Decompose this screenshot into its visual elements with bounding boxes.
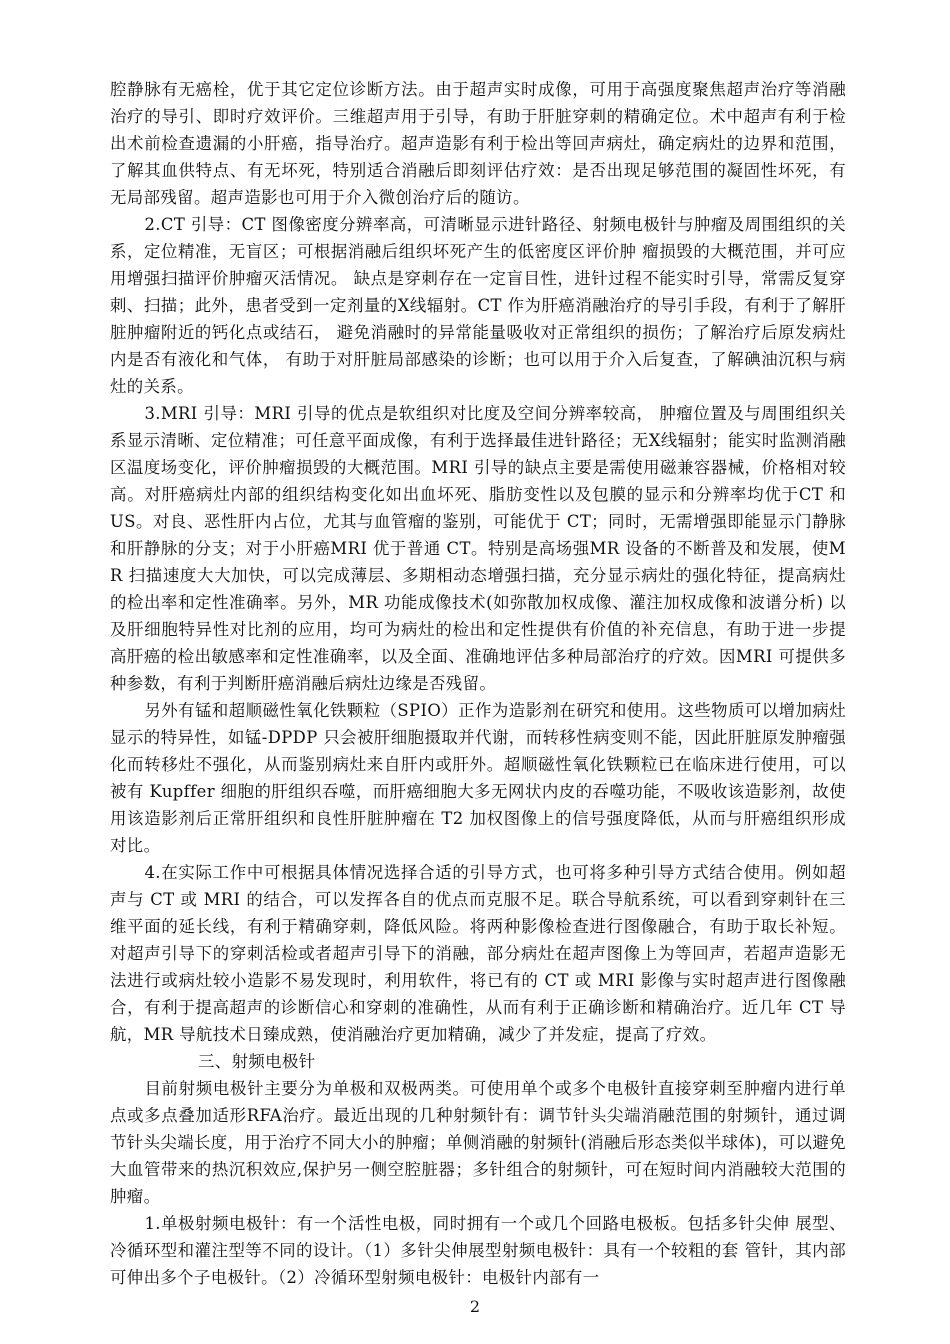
paragraph-ultrasound-continued: 腔静脉有无癌栓，优于其它定位诊断方法。由于超声实时成像，可用于高强度聚焦超声治疗等消融治疗的导引、即时疗效评价。三维超声用于引导，有助于肝脏穿刺的精确定位。术中超声有利于检出术前检查遗漏的小肝癌，指导治疗。超声造影有利于检出等回声病灶，确定病灶的边界和范围，了解其血供特点、有无坏死，特别适合消融后即刻评估疗效：是否出现足够范围的凝固性坏死，有无局部残留。超声造影也可用于介入微创治疗后的随访。 bbox=[110, 80, 846, 207]
paragraph-ct-guidance: 2.CT 引导：CT 图像密度分辨率高，可清晰显示进针路径、射频电极针与肿瘤及周围组织的关系，定位精准，无盲区；可根据消融后组织坏死产生的低密度区评价肿 瘤损毁的大概范围，并可应用增强扫描评价肿瘤灭活情况。 缺点是穿刺存在一定盲目性，进针过程不能实时引导，常需反复穿刺、扫描；此外，患者受到一定剂量的X线辐射。CT 作为肝癌消融治疗的导引手段，有利于了解肝脏肿瘤附近的钙化点或结石， 避免消融时的异常能量吸收对正常组织的损伤；了解治疗后原发病灶内是否有液化和气体， 有助于对肝脏局部感染的诊断；也可以用于介入后复查，了解碘油沉积与病灶的关系。 bbox=[110, 215, 846, 396]
document-body bbox=[110, 76, 846, 1291]
paragraph-contrast-agents: 另外有锰和超顺磁性氧化铁颗粒（SPIO）正作为造影剂在研究和使用。这些物质可以增加病灶显示的特异性，如锰-DPDP 只会被肝细胞摄取并代谢，而转移性病变则不能，因此肝脏原发肿瘤强化而转移灶不强化，从而鉴别病灶来自肝内或肝外。超顺磁性氧化铁颗粒已在临床进行使用，可以被有 Kupffer 细胞的肝组织吞噬，而肝癌细胞大多无网状内皮的吞噬功能，不吸收该造影剂，故使用该造影剂后正常肝组织和良性肝脏肿瘤在 T2 加权图像上的信号强度降低，从而与肝癌组织形成对比。 bbox=[110, 701, 846, 855]
paragraph-monopolar-electrode: 1.单极射频电极针：有一个活性电极，同时拥有一个或几个回路电极板。包括多针尖伸 展型、冷循环型和灌注型等不同的设计。（1）多针尖伸展型射频电极针：具有一个较粗的套 管针，其内部可伸出多个子电极针。（2）冷循环型射频电极针：电极针内部有一 bbox=[110, 1214, 846, 1287]
paragraph-rf-electrode-types: 目前射频电极针主要分为单极和双极两类。可使用单个或多个电极针直接穿刺至肿瘤内进行单点或多点叠加适形RFA治疗。最近出现的几种射频针有：调节针头尖端消融范围的射频针，通过调节针头尖端长度，用于治疗不同大小的肿瘤；单侧消融的射频针(消融后形态类似半球体)，可以避免大血管带来的热沉积效应,保护另一侧空腔脏器；多针组合的射频针，可在短时间内消融较大范围的肿瘤。 bbox=[110, 1079, 846, 1206]
paragraph-combined-guidance: 4.在实际工作中可根据具体情况选择合适的引导方式，也可将多种引导方式结合使用。例如超声与 CT 或 MRI 的结合，可以发挥各自的优点而克服不足。联合导航系统，可以看到穿刺针在三维平面的延长线，有利于精确穿刺，降低风险。将两种影像检查进行图像融合，有助于取长补短。对超声引导下的穿刺活检或者超声引导下的消融，部分病灶在超声图像上为等回声，若超声造影无法进行或病灶较小造影不易发现时，利用软件，将已有的 CT 或 MRI 影像与实时超声进行图像融合，有利于提高超声的诊断信心和穿刺的准确性，从而有利于正确诊断和精确治疗。近几年 CT 导航，MR 导航技术日臻成熟，使消融治疗更加精确，减少了并发症，提高了疗效。 bbox=[110, 863, 846, 1044]
paragraph-mri-guidance: 3.MRI 引导：MRI 引导的优点是软组织对比度及空间分辨率较高， 肿瘤位置及与周围组织关系显示清晰、定位精准；可任意平面成像，有利于选择最佳进针路径；无X线辐射；能实时监测消融区温度场变化，评价肿瘤损毁的大概范围。MRI 引导的缺点主要是需使用磁兼容器械，价格相对较高。对肝癌病灶内部的组织结构变化如出血坏死、脂肪变性以及包膜的显示和分辨率均优于CT 和 US。对良、恶性肝内占位，尤其与血管瘤的鉴别，可能优于 CT；同时，无需增强即能显示门静脉和肝静脉的分支；对于小肝癌MRI 优于普通 CT。特别是高场强MR 设备的不断普及和发展，使MR 扫描速度大大加快，可以完成薄层、多期相动态增强扫描，充分显示病灶的强化特征，提高病灶的检出率和定性准确率。另外，MR 功能成像技术(如弥散加权成像、灌注加权成像和波谱分析) 以及肝细胞特异性对比剂的应用，均可为病灶的检出和定性提供有价值的补充信息，有助于进一步提高肝癌的检出敏感率和定性准确率，以及全面、准确地评估多种局部治疗的疗效。因MRI 可提供多种参数，有利于判断肝癌消融后病灶边缘是否残留。 bbox=[110, 404, 846, 693]
page-number: 2 bbox=[469, 1297, 481, 1316]
section-heading-rf-electrode: 三、射频电极针 bbox=[198, 1052, 316, 1071]
